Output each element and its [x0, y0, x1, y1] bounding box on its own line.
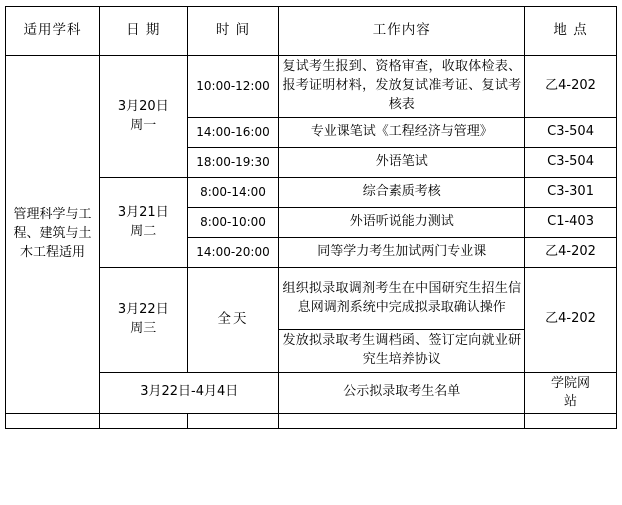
time-cell-6: 全天	[187, 268, 279, 373]
content-cell-5: 同等学力考生加试两门专业课	[279, 238, 525, 268]
date-cell-3: 3月22日-4月4日	[100, 372, 279, 413]
table-row	[6, 56, 617, 118]
content-cell-6: 组织拟录取调剂考生在中国研究生招生信息网调剂系统中完成拟录取确认操作	[279, 268, 525, 330]
header-content: 工作内容	[279, 7, 525, 56]
time-cell-2: 18:00-19:30	[187, 148, 279, 178]
place-line-1: 学院网	[551, 375, 591, 391]
content-cell-4: 外语听说能力测试	[279, 208, 525, 238]
document-page	[0, 6, 622, 505]
table-header	[6, 7, 617, 56]
place-line-2: 站	[564, 393, 578, 409]
place-cell-2: C3-504	[525, 148, 617, 178]
time-cell-1: 14:00-16:00	[187, 118, 279, 148]
date-weekday-1: 周二	[130, 223, 157, 239]
time-cell-4: 8:00-10:00	[187, 208, 279, 238]
place-cell-0: 乙4-202	[525, 56, 617, 118]
partial-cell-content	[279, 414, 525, 429]
header-date: 日 期	[100, 7, 188, 56]
date-weekday-0: 周一	[130, 117, 157, 133]
content-cell-3: 综合素质考核	[279, 178, 525, 208]
date-cell-1	[100, 178, 188, 268]
partial-cell-subject	[6, 414, 100, 429]
content-cell-8: 公示拟录取考生名单	[279, 372, 525, 413]
date-day-1: 3月21日	[117, 204, 169, 220]
date-cell-2	[100, 268, 188, 373]
place-cell-5: 乙4-202	[525, 238, 617, 268]
header-place: 地 点	[525, 7, 617, 56]
place-cell-3: C3-301	[525, 178, 617, 208]
partial-cell-time	[187, 414, 279, 429]
time-cell-3: 8:00-14:00	[187, 178, 279, 208]
place-cell-4: C1-403	[525, 208, 617, 238]
content-cell-1: 专业课笔试《工程经济与管理》	[279, 118, 525, 148]
partial-cell-place	[525, 414, 617, 429]
subject-cell: 管理科学与工程、建筑与土木工程适用	[6, 56, 100, 414]
date-cell-0	[100, 56, 188, 178]
place-cell-1: C3-504	[525, 118, 617, 148]
partial-cell-date	[100, 414, 188, 429]
content-cell-0: 复试考生报到、资格审查，收取体检表、报考证明材料，发放复试准考证、复试考核表	[279, 56, 525, 118]
place-cell-6: 乙4-202	[525, 268, 617, 373]
date-day-0: 3月20日	[117, 98, 169, 114]
header-time: 时 间	[187, 7, 279, 56]
place-cell-8	[525, 372, 617, 413]
interview-schedule-table	[5, 6, 617, 429]
date-day-2: 3月22日	[117, 302, 169, 317]
time-cell-5: 14:00-20:00	[187, 238, 279, 268]
time-cell-0: 10:00-12:00	[187, 56, 279, 118]
content-cell-2: 外语笔试	[279, 148, 525, 178]
content-cell-7: 发放拟录取考生调档函、签订定向就业研究生培养协议	[279, 330, 525, 373]
table-row-partial	[6, 414, 617, 429]
date-weekday-2: 周三	[130, 320, 157, 336]
table-header-row	[6, 7, 617, 56]
table-body	[6, 56, 617, 429]
header-subject: 适用学科	[6, 7, 100, 56]
